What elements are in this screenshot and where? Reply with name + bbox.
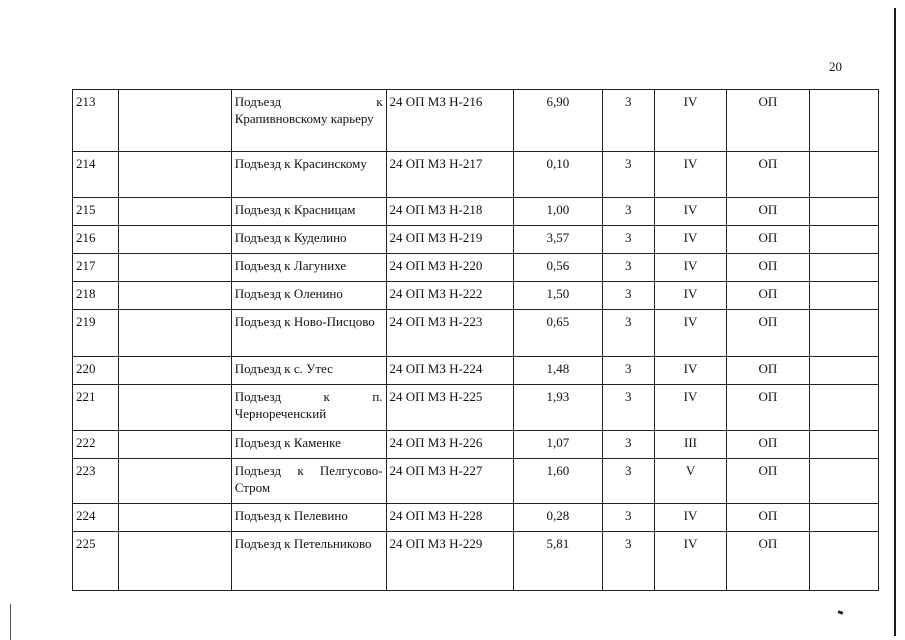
empty-cell xyxy=(809,152,878,198)
road-significance: ОП xyxy=(727,431,809,459)
road-category: 3 xyxy=(602,357,654,385)
table-row xyxy=(73,90,879,152)
empty-cell xyxy=(119,532,232,591)
empty-cell xyxy=(809,357,878,385)
road-category: 3 xyxy=(602,282,654,310)
road-category: 3 xyxy=(602,254,654,282)
road-significance: ОП xyxy=(727,152,809,198)
road-class: IV xyxy=(654,198,726,226)
table-row xyxy=(73,254,879,282)
road-name: Подъезд к Пелгусово-Стром xyxy=(231,459,386,504)
road-significance: ОП xyxy=(727,254,809,282)
table-row xyxy=(73,532,879,591)
empty-cell xyxy=(809,226,878,254)
road-length: 6,90 xyxy=(514,90,602,152)
road-code: 24 ОП МЗ Н-216 xyxy=(386,90,514,152)
empty-cell xyxy=(809,282,878,310)
road-code: 24 ОП МЗ Н-226 xyxy=(386,431,514,459)
road-category: 3 xyxy=(602,198,654,226)
road-category: 3 xyxy=(602,90,654,152)
road-name: Подъезд к Красницам xyxy=(231,198,386,226)
row-number: 214 xyxy=(73,152,119,198)
row-number: 213 xyxy=(73,90,119,152)
empty-cell xyxy=(809,431,878,459)
road-name: Подъезд к Лагунихе xyxy=(231,254,386,282)
empty-cell xyxy=(119,198,232,226)
road-code: 24 ОП МЗ Н-229 xyxy=(386,532,514,591)
road-length: 1,60 xyxy=(514,459,602,504)
row-number: 220 xyxy=(73,357,119,385)
table-row xyxy=(73,357,879,385)
road-class: IV xyxy=(654,504,726,532)
road-significance: ОП xyxy=(727,385,809,431)
road-length: 1,07 xyxy=(514,431,602,459)
road-code: 24 ОП МЗ Н-224 xyxy=(386,357,514,385)
road-code: 24 ОП МЗ Н-227 xyxy=(386,459,514,504)
road-name: Подъезд к п. Чернореченский xyxy=(231,385,386,431)
empty-cell xyxy=(809,310,878,357)
table-row xyxy=(73,282,879,310)
row-number: 217 xyxy=(73,254,119,282)
road-class: IV xyxy=(654,310,726,357)
road-class: IV xyxy=(654,532,726,591)
road-code: 24 ОП МЗ Н-225 xyxy=(386,385,514,431)
empty-cell xyxy=(119,385,232,431)
road-category: 3 xyxy=(602,459,654,504)
road-name: Подъезд к Пелевино xyxy=(231,504,386,532)
empty-cell xyxy=(119,254,232,282)
road-category: 3 xyxy=(602,532,654,591)
road-significance: ОП xyxy=(727,226,809,254)
road-class: IV xyxy=(654,357,726,385)
road-length: 3,57 xyxy=(514,226,602,254)
road-length: 0,10 xyxy=(514,152,602,198)
empty-cell xyxy=(119,504,232,532)
road-category: 3 xyxy=(602,385,654,431)
road-code: 24 ОП МЗ Н-218 xyxy=(386,198,514,226)
road-code: 24 ОП МЗ Н-228 xyxy=(386,504,514,532)
road-significance: ОП xyxy=(727,310,809,357)
row-number: 215 xyxy=(73,198,119,226)
road-length: 1,50 xyxy=(514,282,602,310)
road-significance: ОП xyxy=(727,357,809,385)
row-number: 224 xyxy=(73,504,119,532)
road-category: 3 xyxy=(602,310,654,357)
road-length: 0,56 xyxy=(514,254,602,282)
road-significance: ОП xyxy=(727,504,809,532)
empty-cell xyxy=(119,282,232,310)
road-category: 3 xyxy=(602,152,654,198)
road-name: Подъезд к Красинскому xyxy=(231,152,386,198)
row-number: 216 xyxy=(73,226,119,254)
road-category: 3 xyxy=(602,504,654,532)
table-row xyxy=(73,431,879,459)
road-register-table xyxy=(72,89,879,591)
empty-cell xyxy=(809,198,878,226)
road-name: Подъезд к Оленино xyxy=(231,282,386,310)
table-row xyxy=(73,310,879,357)
road-code: 24 ОП МЗ Н-223 xyxy=(386,310,514,357)
row-number: 222 xyxy=(73,431,119,459)
road-significance: ОП xyxy=(727,90,809,152)
row-number: 219 xyxy=(73,310,119,357)
empty-cell xyxy=(809,385,878,431)
road-class: III xyxy=(654,431,726,459)
table-row xyxy=(73,152,879,198)
empty-cell xyxy=(119,90,232,152)
road-class: V xyxy=(654,459,726,504)
empty-cell xyxy=(119,357,232,385)
table-row xyxy=(73,226,879,254)
page-number: 20 xyxy=(829,59,842,74)
empty-cell xyxy=(809,504,878,532)
table-row xyxy=(73,504,879,532)
empty-cell xyxy=(809,459,878,504)
road-length: 1,00 xyxy=(514,198,602,226)
road-class: IV xyxy=(654,152,726,198)
road-name: Подъезд к Крапивновскому карьеру xyxy=(231,90,386,152)
road-code: 24 ОП МЗ Н-220 xyxy=(386,254,514,282)
scan-border-left xyxy=(10,604,11,640)
road-name: Подъезд к с. Утес xyxy=(231,357,386,385)
road-significance: ОП xyxy=(727,532,809,591)
road-length: 0,65 xyxy=(514,310,602,357)
road-class: IV xyxy=(654,254,726,282)
row-number: 221 xyxy=(73,385,119,431)
empty-cell xyxy=(809,254,878,282)
scan-speck xyxy=(838,610,844,615)
road-significance: ОП xyxy=(727,198,809,226)
road-name: Подъезд к Петельниково xyxy=(231,532,386,591)
road-length: 0,28 xyxy=(514,504,602,532)
empty-cell xyxy=(809,90,878,152)
scan-border-right xyxy=(894,8,896,636)
row-number: 225 xyxy=(73,532,119,591)
road-category: 3 xyxy=(602,431,654,459)
road-class: IV xyxy=(654,90,726,152)
road-class: IV xyxy=(654,226,726,254)
empty-cell xyxy=(119,431,232,459)
table-row xyxy=(73,385,879,431)
road-code: 24 ОП МЗ Н-222 xyxy=(386,282,514,310)
empty-cell xyxy=(809,532,878,591)
road-category: 3 xyxy=(602,226,654,254)
table-row xyxy=(73,198,879,226)
road-length: 5,81 xyxy=(514,532,602,591)
road-code: 24 ОП МЗ Н-217 xyxy=(386,152,514,198)
road-name: Подъезд к Куделино xyxy=(231,226,386,254)
road-class: IV xyxy=(654,385,726,431)
table-row xyxy=(73,459,879,504)
road-significance: ОП xyxy=(727,282,809,310)
empty-cell xyxy=(119,459,232,504)
road-name: Подъезд к Ново-Писцово xyxy=(231,310,386,357)
road-class: IV xyxy=(654,282,726,310)
road-length: 1,48 xyxy=(514,357,602,385)
road-name: Подъезд к Каменке xyxy=(231,431,386,459)
road-significance: ОП xyxy=(727,459,809,504)
empty-cell xyxy=(119,226,232,254)
road-length: 1,93 xyxy=(514,385,602,431)
row-number: 218 xyxy=(73,282,119,310)
empty-cell xyxy=(119,310,232,357)
road-code: 24 ОП МЗ Н-219 xyxy=(386,226,514,254)
row-number: 223 xyxy=(73,459,119,504)
empty-cell xyxy=(119,152,232,198)
